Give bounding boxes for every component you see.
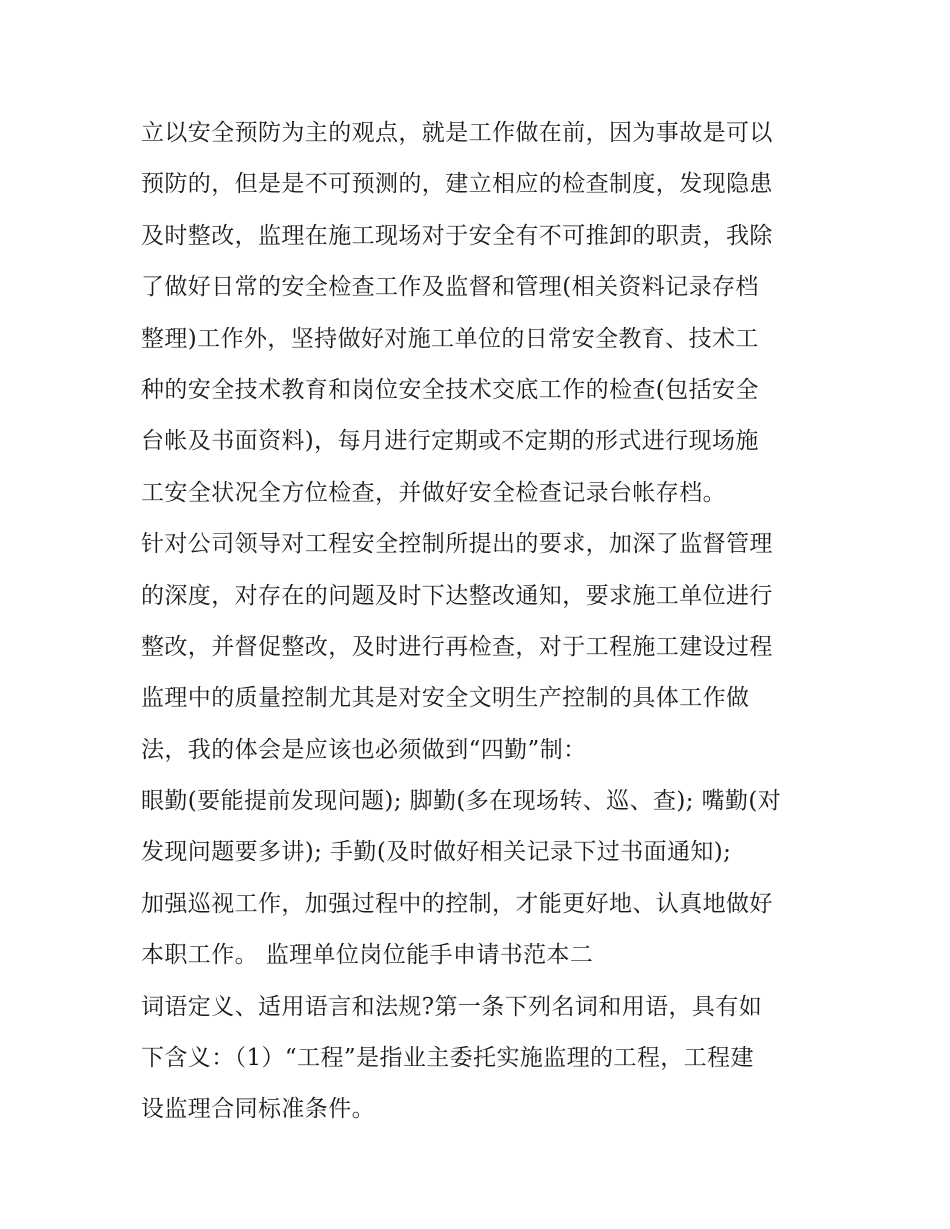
text-line: 设监理合同标准条件。 <box>141 1096 375 1123</box>
text-line: 预防的，但是是不可预测的，建立相应的检查制度，发现隐患 <box>141 171 773 198</box>
text-line: 针对公司领导对工程安全控制所提出的要求，加深了监督管理 <box>141 531 773 558</box>
body-text <box>141 108 831 1136</box>
text-line: 加强巡视工作，加强过程中的控制，才能更好地、认真地做好 <box>141 890 773 917</box>
text-line: 下含义：（1）“工程”是指业主委托实施监理的工程，工程建 <box>141 1045 754 1072</box>
text-line: 本职工作。 监理单位岗位能手申请书范本二 <box>141 942 594 969</box>
text-line: 整改，并督促整改，及时进行再检查，对于工程施工建设过程 <box>141 633 773 660</box>
text-line: 了做好日常的安全检查工作及监督和管理(相关资料记录存档 <box>141 274 759 301</box>
text-line: 立以安全预防为主的观点，就是工作做在前，因为事故是可以 <box>141 120 773 146</box>
text-line: 种的安全技术教育和岗位安全技术交底工作的检查(包括安全 <box>141 376 759 403</box>
text-line: 及时整改，监理在施工现场对于安全有不可推卸的职责，我除 <box>141 222 773 249</box>
text-line: 的深度，对存在的问题及时下达整改通知，要求施工单位进行 <box>141 582 773 609</box>
text-line: 眼勤(要能提前发现问题); 脚勤(多在现场转、巡、查); 嘴勤(对 <box>141 788 782 815</box>
text-line: 词语定义、适用语言和法规?第一条下列名词和用语，具有如 <box>141 993 763 1020</box>
text-line: 台帐及书面资料)，每月进行定期或不定期的形式进行现场施 <box>141 428 759 455</box>
text-line: 发现问题要多讲); 手勤(及时做好相关记录下过书面通知); <box>141 839 732 866</box>
text-line: 监理中的质量控制尤其是对安全文明生产控制的具体工作做 <box>141 685 750 712</box>
text-line: 整理)工作外，坚持做好对施工单位的日常安全教育、技术工 <box>141 325 759 352</box>
text-line: 法，我的体会是应该也必须做到“四勤”制： <box>141 736 587 763</box>
text-line: 工安全状况全方位检查，并做好安全检查记录台帐存档。 <box>141 479 726 506</box>
